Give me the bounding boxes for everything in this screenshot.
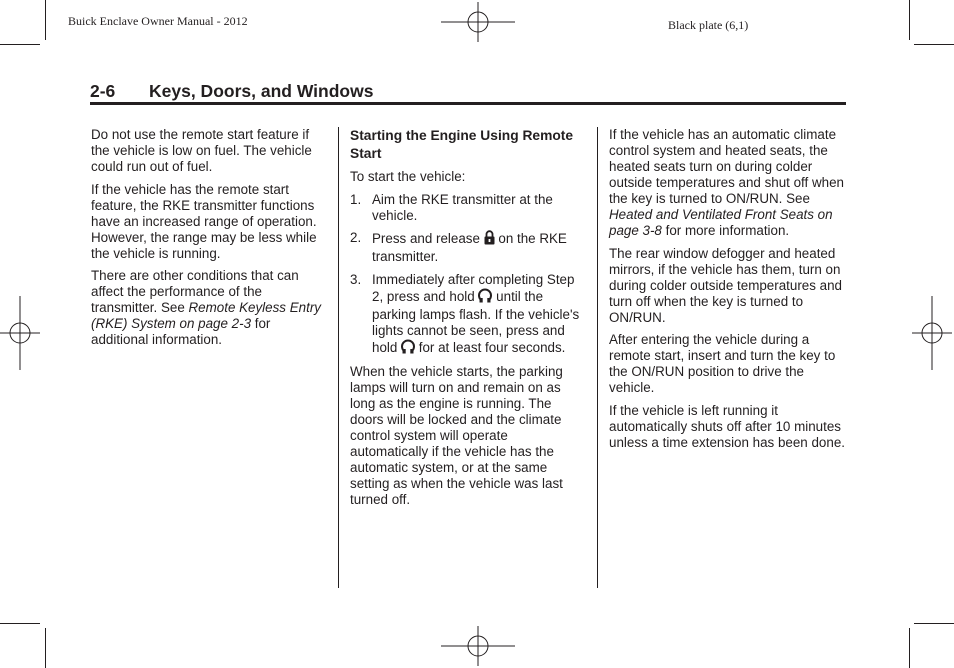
cross-reference-heated-seats[interactable]: Heated and Ventilated Front Seats on page 3-8 — [609, 207, 833, 238]
list-item-step-3 — [350, 272, 586, 358]
registration-mark-bottom — [441, 626, 515, 666]
step-text: on the RKE transmitter. — [372, 231, 567, 264]
step-text: until the parking lamps flash. If the vehicle's lights cannot be seen, press and hold — [372, 288, 580, 355]
text-run: for more information. — [661, 223, 790, 238]
step-text: for at least four seconds. — [415, 339, 566, 355]
section-heading — [90, 80, 846, 105]
cross-reference-rke[interactable]: Remote Keyless Entry (RKE) System on page 2-3 — [91, 300, 321, 331]
registration-mark-top — [441, 2, 515, 42]
step-text: Immediately after completing Step 2, press and hold — [372, 271, 575, 304]
section-title: Keys, Doors, and Windows — [149, 81, 374, 101]
paragraph-auto-shutoff: If the vehicle is left running it automatically shuts off after 10 minutes unless a time extension has been done. — [609, 402, 845, 450]
list-item-step-1 — [350, 192, 586, 224]
paragraph-low-fuel: Do not use the remote start feature if the vehicle is low on fuel. The vehicle could run out of fuel. — [91, 127, 312, 174]
column-2 — [350, 127, 586, 515]
text-run: If the vehicle has an automatic climate control system and heated seats, the heated seats turn on during colder outside temperatures and shut off when the key is turned to ON/RUN. See — [609, 127, 844, 206]
section-number: 2-6 — [90, 81, 116, 101]
step-number: 2. — [350, 230, 362, 245]
paragraph-heated-seats — [609, 127, 845, 239]
lock-icon — [484, 230, 495, 249]
column-1 — [91, 127, 323, 355]
registration-mark-left — [0, 296, 40, 370]
text-run: for additional information. — [91, 316, 271, 347]
paragraph-vehicle-starts: When the vehicle starts, the parking lamps will turn on and remain on as long as the engine is running. The doors will be locked and the climate control system will operate automatically if the vehicle has the automatic system, or at the same setting as when the vehicle was last turned off. — [350, 364, 563, 507]
paragraph-defogger: The rear window defogger and heated mirrors, if the vehicle has them, turn on during colder outside temperatures and turn off when the key is turned to ON/RUN. — [609, 245, 842, 325]
text-run: There are other conditions that can affect the performance of the transmitter. See — [91, 268, 299, 315]
paragraph-range: If the vehicle has the remote start feature, the RKE transmitter functions have an increased range of operation. However, the range may be less while the vehicle is running. — [91, 181, 317, 261]
step-number: 3. — [350, 271, 362, 287]
column-3 — [609, 127, 845, 457]
step-text: Press and release — [372, 231, 484, 246]
column-divider-1 — [338, 127, 339, 588]
remote-start-icon — [478, 288, 492, 307]
remote-start-icon — [401, 339, 415, 358]
step-text: Aim the RKE transmitter at the vehicle. — [372, 191, 553, 223]
paragraph-intro: To start the vehicle: — [350, 169, 466, 184]
manual-title: Buick Enclave Owner Manual - 2012 — [68, 14, 248, 28]
subheading-remote-start: Starting the Engine Using Remote Start — [350, 128, 574, 161]
list-item-step-2 — [350, 230, 586, 265]
column-divider-2 — [597, 127, 598, 588]
step-number: 1. — [350, 191, 362, 207]
paragraph-conditions — [91, 268, 323, 348]
registration-mark-right — [912, 296, 952, 370]
plate-label: Black plate (6,1) — [668, 18, 749, 32]
paragraph-enter-vehicle: After entering the vehicle during a remote start, insert and turn the key to the ON/RUN position to drive the vehicle. — [609, 332, 836, 395]
